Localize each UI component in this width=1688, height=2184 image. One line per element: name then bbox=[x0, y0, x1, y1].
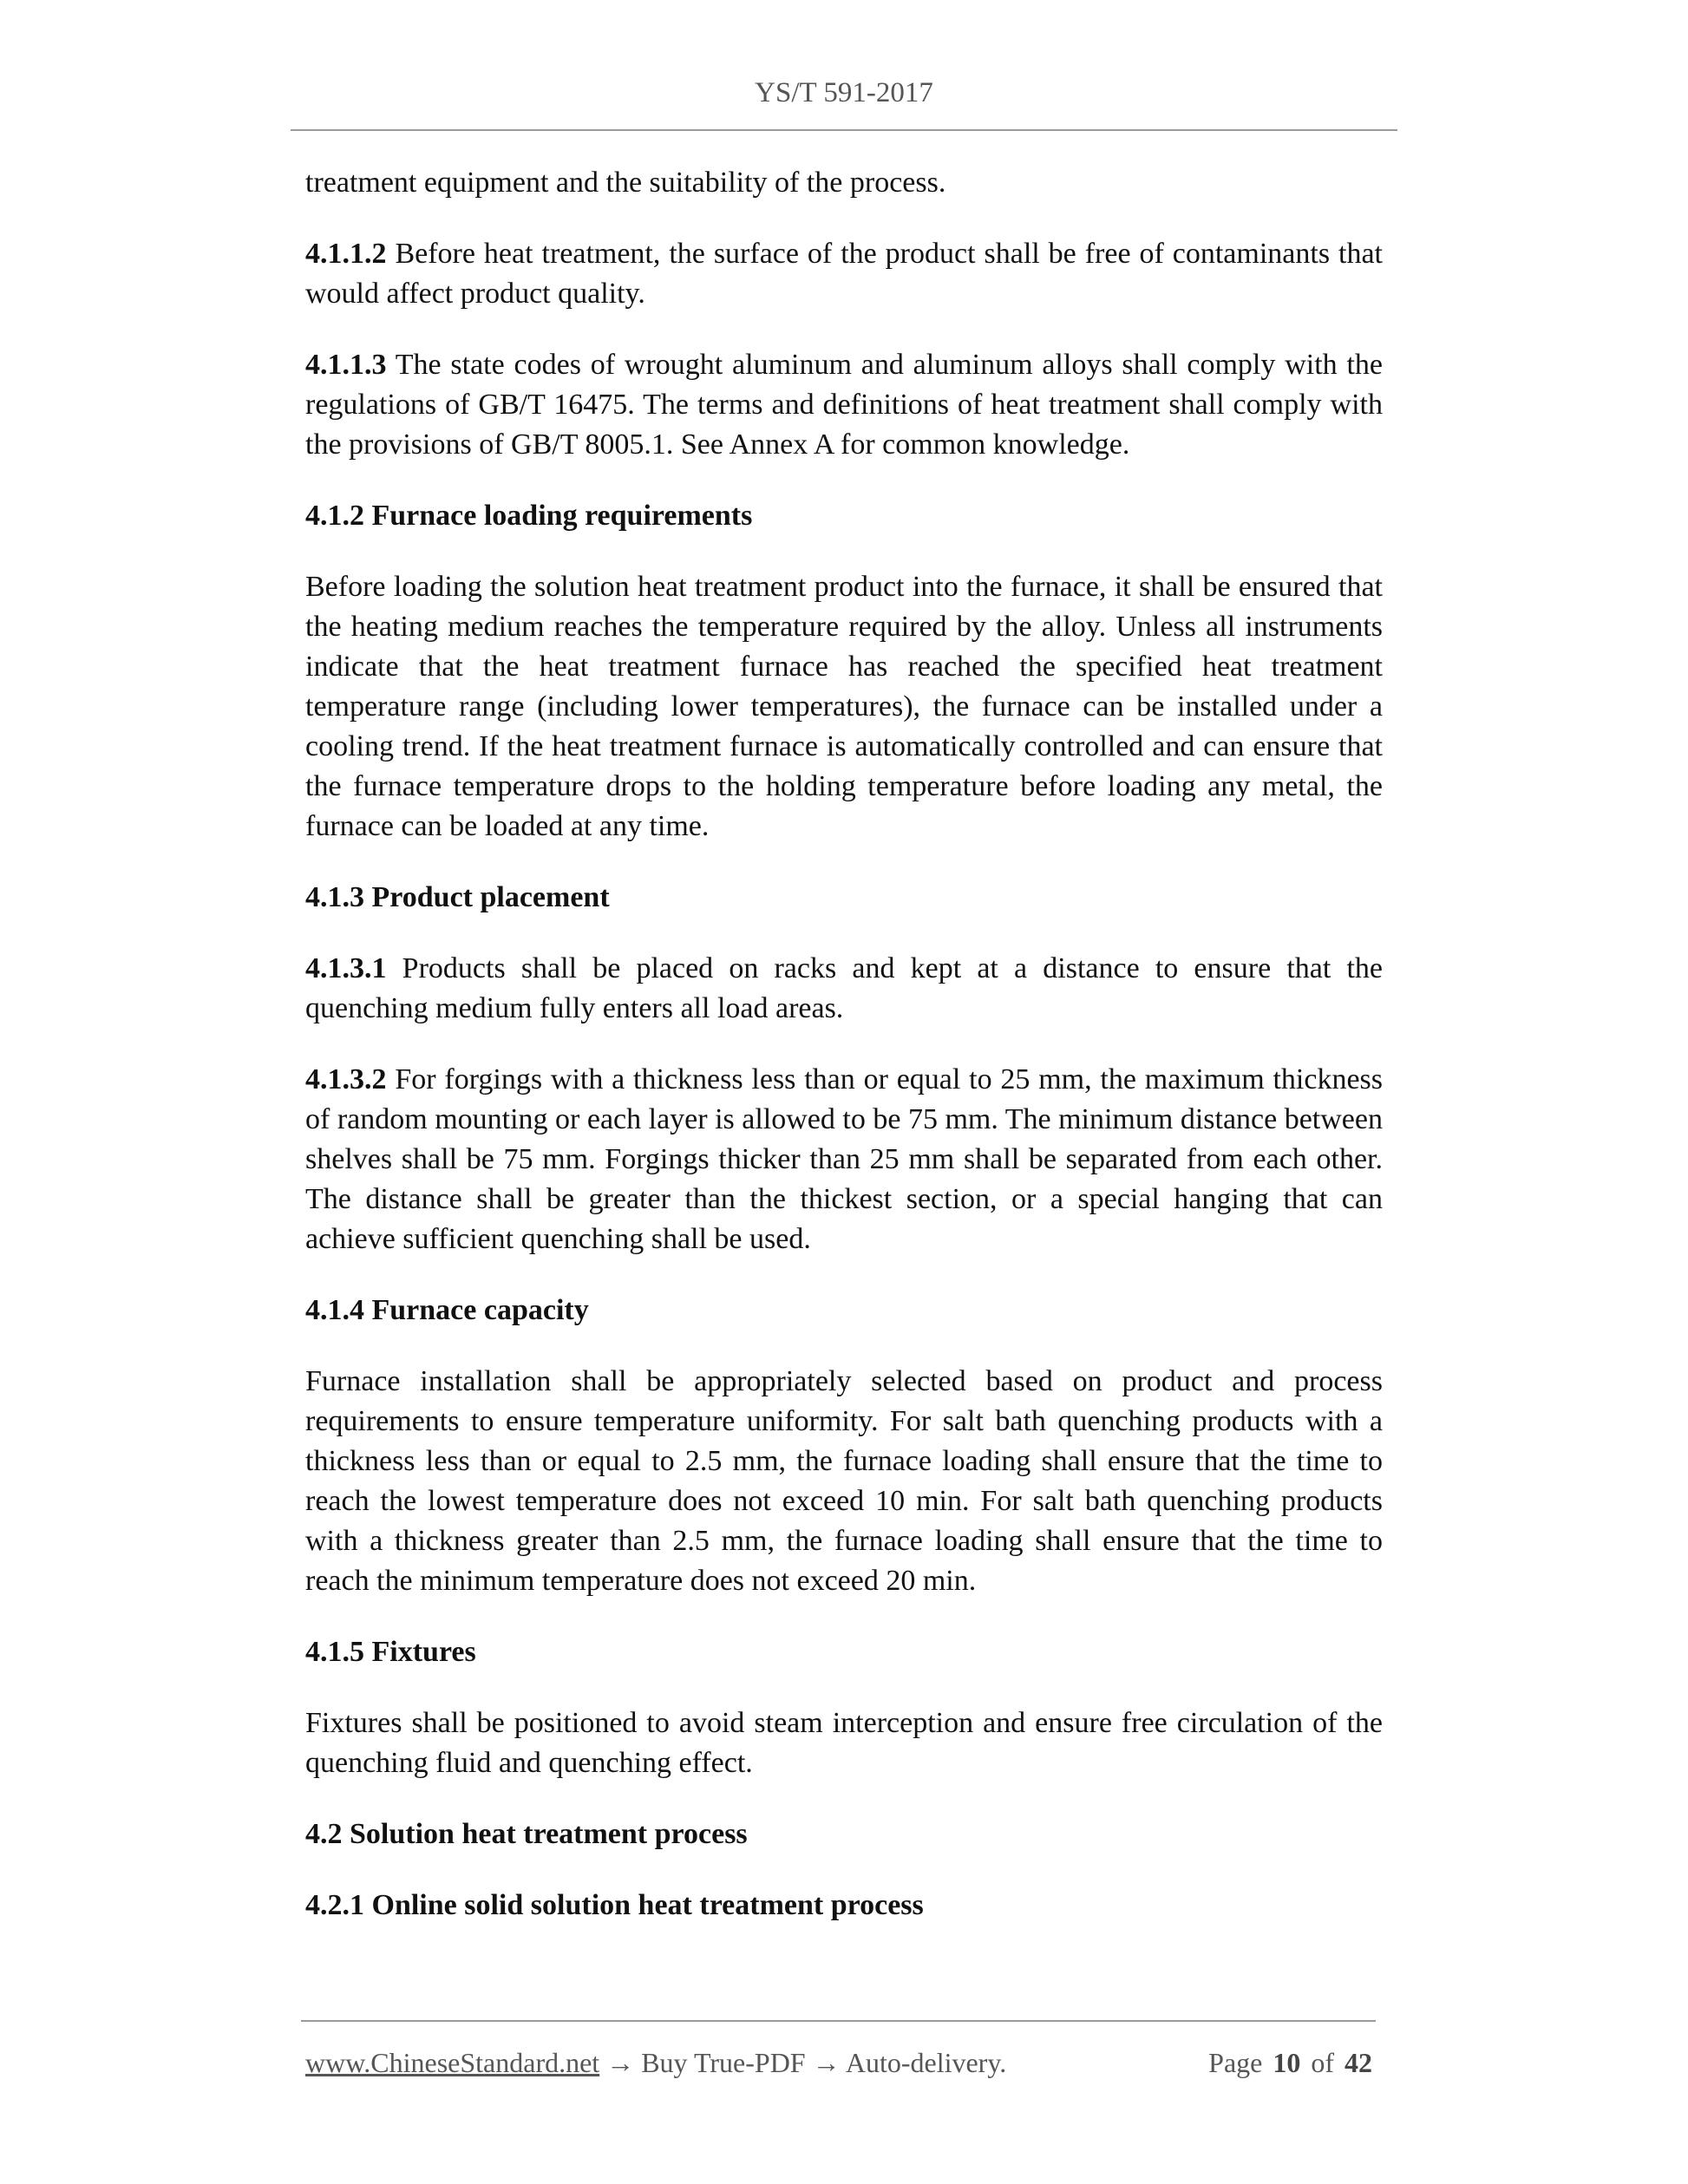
page-of-label: of bbox=[1311, 2047, 1334, 2078]
clause-text: For forgings with a thickness less than or equal to 25 mm, the maximum thickness of random mounting or each layer is allowed to be 75 mm. The minimum distance between shelves shall be 75 mm. Forgings thicker than 25 mm shall be separated from each other. The distance shall be greater than the thickest section, or a special hanging that can achieve sufficient quenching shall be used. bbox=[305, 1063, 1384, 1255]
clause-4-1-1-3 bbox=[305, 345, 1383, 465]
section-heading-4-1-5: 4.1.5 Fixtures bbox=[305, 1636, 476, 1668]
clause-text: Before heat treatment, the surface of the product shall be free of contaminants that would affect product quality. bbox=[305, 238, 1383, 310]
chinesestandard-link[interactable]: www.ChineseStandard.net bbox=[305, 2047, 600, 2078]
arrow-right-icon: → bbox=[606, 2047, 635, 2078]
footer-divider bbox=[301, 2020, 1376, 2022]
page-number bbox=[1208, 2043, 1372, 2082]
clause-4-1-1-2 bbox=[305, 234, 1383, 314]
clause-number: 4.1.3.1 bbox=[305, 952, 387, 984]
clause-text: The state codes of wrought aluminum and aluminum alloys shall comply with the regulations of GB/T 16475. The terms and definitions of heat treatment shall comply with the provisions of GB/T 8005.1. See Annex A for common knowledge. bbox=[305, 349, 1384, 461]
header-divider bbox=[291, 129, 1397, 131]
arrow-right-icon: → bbox=[812, 2047, 841, 2078]
total-pages: 42 bbox=[1345, 2047, 1372, 2078]
section-text-4-1-4: Furnace installation shall be appropriately selected based on product and process requirements to ensure temperature uniformity. For salt bath quenching products with a thickness less than or equal to 2.5 mm, the furnace loading shall ensure that the time to reach the lowest temperature does not exceed 10 min. For salt bath quenching products with a thickness greater than 2.5 mm, the furnace loading shall ensure that the time to reach the minimum temperature does not exceed 20 min. bbox=[305, 1365, 1383, 1597]
page-label: Page bbox=[1208, 2047, 1263, 2078]
page-footer bbox=[305, 2043, 1372, 2082]
intro-continuation: treatment equipment and the suitability of the process. bbox=[305, 167, 946, 199]
buy-true-pdf-text: Buy True-PDF bbox=[641, 2047, 806, 2078]
section-heading-4-1-2: 4.1.2 Furnace loading requirements bbox=[305, 500, 753, 532]
clause-4-1-3-1 bbox=[305, 949, 1383, 1029]
section-text-4-1-5: Fixtures shall be positioned to avoid steam interception and ensure free circulation of the quenching fluid and quenching effect. bbox=[305, 1707, 1383, 1779]
document-body bbox=[305, 163, 1383, 1957]
section-heading-4-2: 4.2 Solution heat treatment process bbox=[305, 1818, 748, 1850]
section-heading-4-2-1: 4.2.1 Online solid solution heat treatment process bbox=[305, 1889, 924, 1921]
clause-text: Products shall be placed on racks and kept at a distance to ensure that the quenching medium fully enters all load areas. bbox=[305, 952, 1384, 1024]
clause-number: 4.1.1.2 bbox=[305, 238, 387, 270]
clause-number: 4.1.3.2 bbox=[305, 1063, 387, 1095]
section-heading-4-1-4: 4.1.4 Furnace capacity bbox=[305, 1294, 589, 1326]
section-heading-4-1-3: 4.1.3 Product placement bbox=[305, 881, 610, 913]
clause-number: 4.1.1.3 bbox=[305, 349, 387, 381]
section-text-4-1-2: Before loading the solution heat treatment product into the furnace, it shall be ensured that the heating medium reaches the temperature required by the alloy. Unless all instruments indicate that the heat treatment furnace has reached the specified heat treatment temperature range (including lower temperatures), the furnace can be installed under a cooling trend. If the heat treatment furnace is automatically controlled and can ensure that the furnace temperature drops to the holding temperature before loading any metal, the furnace can be loaded at any time. bbox=[305, 571, 1383, 842]
clause-4-1-3-2 bbox=[305, 1060, 1383, 1259]
footer-promo bbox=[305, 2043, 1006, 2082]
current-page: 10 bbox=[1273, 2047, 1301, 2078]
auto-delivery-text: Auto-delivery. bbox=[845, 2047, 1007, 2078]
document-code-header: YS/T 591-2017 bbox=[755, 77, 933, 108]
